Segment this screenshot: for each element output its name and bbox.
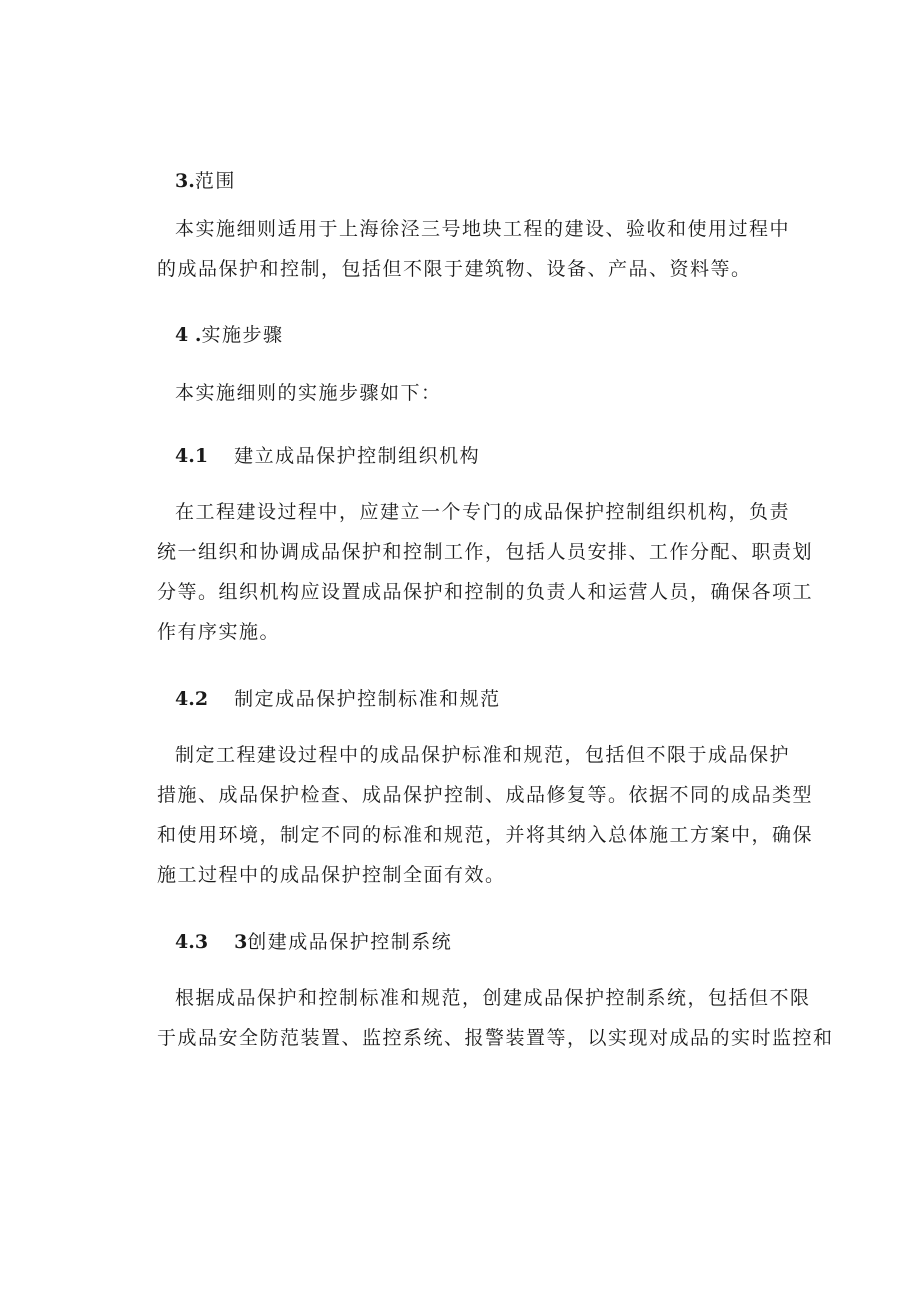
section-title: 实施步骤 (201, 324, 284, 346)
section-paragraph-3 (157, 209, 795, 289)
section-paragraph-4-3 (157, 978, 834, 1058)
paragraph-line: 统一组织和协调成品保护和控制工作，包括人员安排、工作分配、职责划 (157, 541, 814, 563)
paragraph-line: 和使用环境，制定不同的标准和规范，并将其纳入总体施工方案中，确保 (157, 824, 814, 846)
paragraph-line: 根据成品保护和控制标准和规范，创建成品保护控制系统，包括但不限 (175, 987, 811, 1009)
paragraph-line: 于成品安全防范装置、监控系统、报警装置等，以实现对成品的实时监控和 (157, 1027, 834, 1049)
section-title-number: 3 (234, 931, 248, 953)
section-heading-4 (175, 320, 795, 347)
section-heading-3 (175, 166, 795, 193)
section-number: 4 . (175, 324, 202, 346)
section-title: 建立成品保护控制组织机构 (234, 445, 481, 467)
section-paragraph-4-2 (157, 735, 814, 895)
section-number: 4.3 (175, 931, 209, 953)
section-number: 4.1 (175, 445, 209, 467)
section-title: 制定成品保护控制标准和规范 (234, 688, 501, 710)
paragraph-line: 的成品保护和控制，包括但不限于建筑物、设备、产品、资料等。 (157, 258, 752, 280)
paragraph-line: 本实施细则的实施步骤如下： (175, 382, 442, 404)
section-number: 4.2 (175, 688, 209, 710)
section-paragraph-4 (175, 373, 795, 413)
section-heading-4-2 (175, 684, 795, 711)
paragraph-line: 分等。组织机构应设置成品保护和控制的负责人和运营人员，确保各项工 (157, 581, 814, 603)
section-number: 3. (175, 170, 195, 192)
section-heading-4-1 (175, 441, 795, 468)
paragraph-line: 施工过程中的成品保护控制全面有效。 (157, 864, 506, 886)
paragraph-line: 制定工程建设过程中的成品保护标准和规范，包括但不限于成品保护 (175, 744, 791, 766)
section-title: 创建成品保护控制系统 (247, 931, 453, 953)
paragraph-line: 本实施细则适用于上海徐泾三号地块工程的建设、验收和使用过程中 (175, 218, 791, 240)
paragraph-line: 在工程建设过程中，应建立一个专门的成品保护控制组织机构，负责 (175, 501, 791, 523)
paragraph-line: 作有序实施。 (157, 621, 281, 643)
section-paragraph-4-1 (157, 492, 814, 652)
section-title: 范围 (194, 170, 236, 192)
paragraph-line: 措施、成品保护检查、成品保护控制、成品修复等。依据不同的成品类型 (157, 784, 814, 806)
section-heading-4-3 (175, 927, 795, 954)
